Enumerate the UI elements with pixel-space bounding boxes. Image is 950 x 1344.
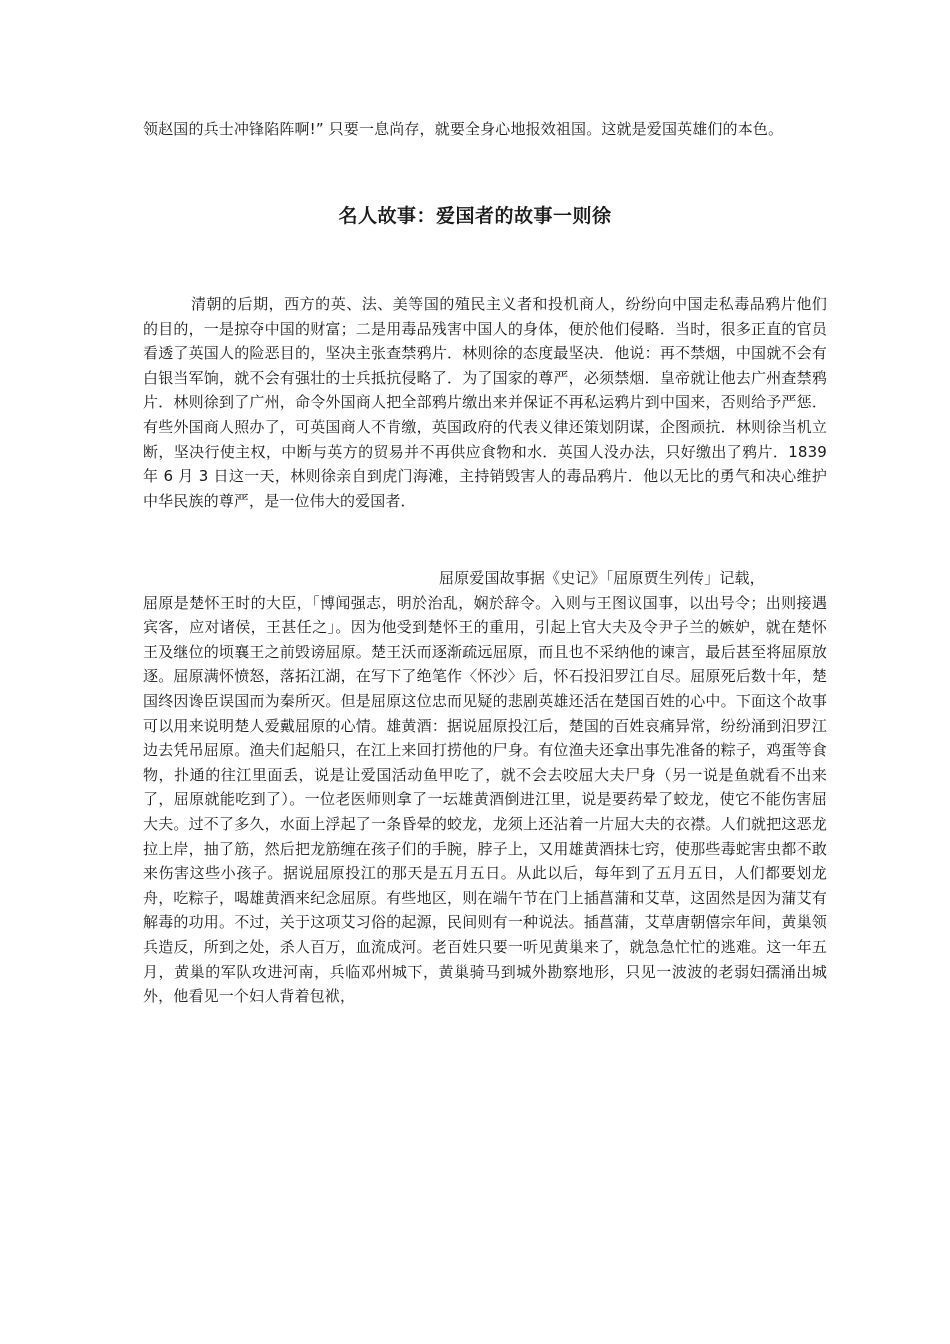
page-title: 名人故事：爱国者的故事一则徐: [338, 205, 612, 227]
paragraph-lin-zexu: 清朝的后期，西方的英、法、美等国的殖民主义者和投机商人，纷纷向中国走私毒品鸦片他们的目的，一是掠夺中国的财富；二是用毒品残害中国人的身体，便於他们侵略．当时，很多正直的官员看透了英国人的险恶目的，坚决主张查禁鸦片．林则徐的态度最坚决．他说：再不禁烟，中国就不会有白银当军饷，就不会有强壮的士兵抵抗侵略了．为了国家的尊严，必须禁烟．皇帝就让他去广州查禁鸦片．林则徐到了广州，命令外国商人把全部鸦片缴出来并保证不再私运鸦片到中国来，否则给予严惩．有些外国商人照办了，可英国商人不肯缴，英国政府的代表义律还策划阴谋，企图顽抗．林则徐当机立断，坚决行使主权，中断与英方的贸易并不再供应食物和水．英国人没办法，只好缴出了鸦片．1839年 6 月 3 日这一天，林则徐亲自到虎门海滩，主持销毁害人的毒品鸦片．他以无比的勇气和决心维护中华民族的尊严，是一位伟大的爱国者．: [143, 295, 827, 510]
paragraph-qu-yuan-lead: 屈原爱国故事据《史记》「屈原贾生列传」记载，: [439, 569, 765, 587]
paragraph-qu-yuan: [143, 566, 827, 1009]
paragraph-intro: 领赵国的兵士冲锋陷阵啊!” 只要一息尚存，就要全身心地报效祖国。这就是爱国英雄们的本色。: [143, 120, 784, 138]
paragraph-qu-yuan-body: 屈原是楚怀王时的大臣，「博闻强志，明於治乱，娴於辞令。入则与王图议国事，以出号令；出则接遇宾客，应对诸侯，王甚任之」。因为他受到楚怀王的重用，引起上官大夫及令尹子兰的嫉妒，就在楚怀王及继位的顷襄王之前毁谤屈原。楚王沃而逐渐疏远屈原，而且也不采纳他的谏言，最后甚至将屈原放逐。屈原满怀愤怒，落拓江湖，在写下了绝笔作〈怀沙〉后，怀石投汨罗江自尽。屈原死后数十年，楚国终因谗臣误国而为秦所灭。但是屈原这位忠而见疑的悲剧英雄还活在楚国百姓的心中。下面这个故事可以用来说明楚人爱戴屈原的心情。雄黄酒：据说屈原投江后，楚国的百姓哀痛异常，纷纷涌到汨罗江边去凭吊屈原。渔夫们起船只，在江上来回打捞他的尸身。有位渔夫还拿出事先准备的粽子，鸡蛋等食物，扑通的往江里面丢，说是让爱国活动鱼甲吃了，就不会去咬屈大夫尸身（另一说是鱼就看不出来了，屈原就能吃到了）。一位老医师则拿了一坛雄黄酒倒进江里，说是要药晕了蛟龙，使它不能伤害屈大夫。过不了多久，水面上浮起了一条昏晕的蛟龙，龙须上还沾着一片屈大夫的衣襟。人们就把这恶龙拉上岸，抽了筋，然后把龙筋缠在孩子们的手腕，脖子上，又用雄黄酒抹七窍，使那些毒蛇害虫都不敢来伤害这些小孩子。据说屈原投江的那天是五月五日。从此以后，每年到了五月五日，人们都要划龙舟，吃粽子，喝雄黄酒来纪念屈原。有些地区，则在端午节在门上插菖蒲和艾草，这固然是因为蒲艾有解毒的功用。不过，关于这项艾习俗的起源，民间则有一种说法。插菖蒲，艾草唐朝僖宗年间，黄巢领兵造反，所到之处，杀人百万，血流成河。老百姓只要一听见黄巢来了，就急急忙忙的逃难。这一年五月，黄巢的军队攻进河南，兵临邓州城下，黄巢骑马到城外勘察地形，只见一波波的老弱妇孺涌出城外，他看见一个妇人背着包袱，: [143, 593, 827, 1006]
